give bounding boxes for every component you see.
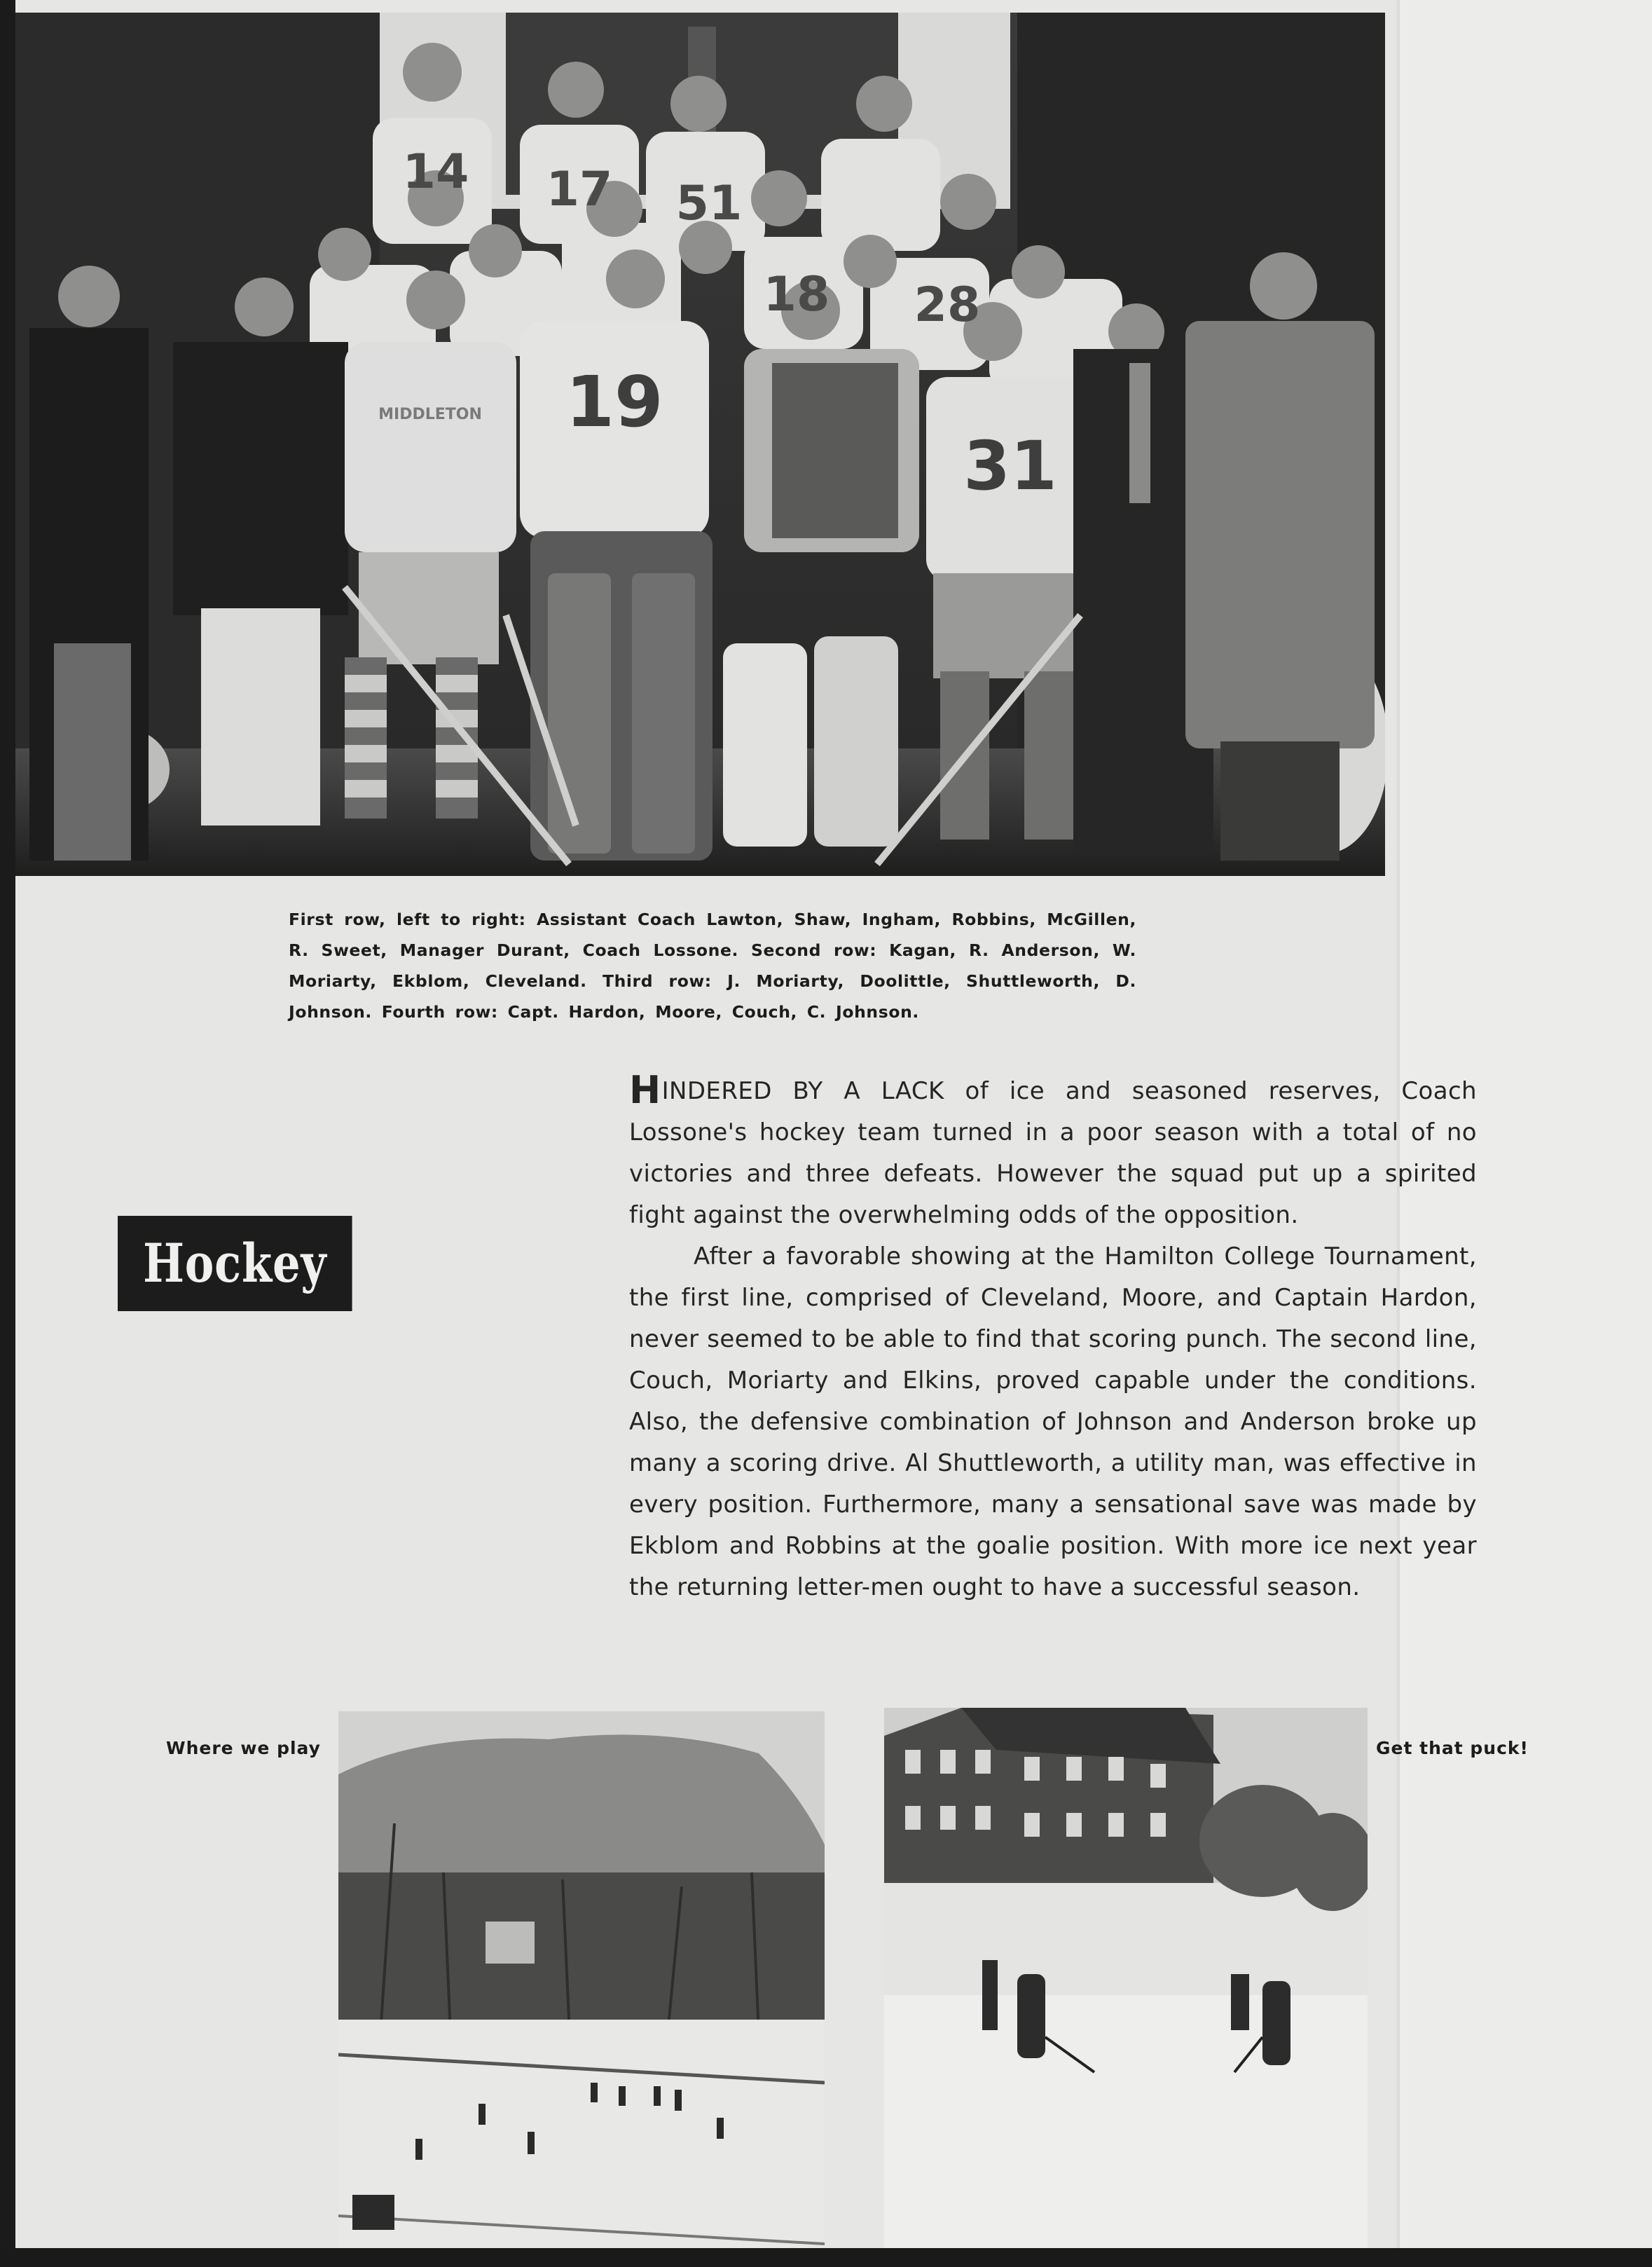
jersey-number: 51 (675, 176, 743, 231)
chest-lettering: MIDDLETON (378, 406, 482, 423)
jersey-number: 18 (763, 267, 830, 322)
rink-photo-label: Where we play (166, 1738, 321, 1758)
game-photo-label: Get that puck! (1376, 1738, 1529, 1758)
jersey-number: 17 (546, 162, 613, 217)
article-paragraph: After a favorable showing at the Hamilton College Tournament, the first line, comprised of Cleveland, Moore, and Captain Hardon, never seemed to be able to find that scoring punch. The second line, Couch, Moriarty and Elkins, proved capable under the conditions. Also, the defensive combination of Johnson and Anderson broke up many a scoring drive. Al Shuttleworth, a utility man, was effective in every position. Furthermore, many a sensational save was made by Ekblom and Robbins at the goalie position. With more ice next year the returning letter-men ought to have a successful season. (629, 1242, 1477, 1601)
jersey-number: 31 (963, 427, 1057, 505)
drop-cap: H (629, 1068, 661, 1112)
lead-caps: INDERED BY A LACK (661, 1077, 944, 1105)
jersey-number: 14 (402, 144, 469, 200)
article-paragraph (629, 1068, 1477, 1236)
rink-photo (338, 1711, 825, 2248)
paragraph-text: of ice and seasoned reserves, Coach Lossone's hockey team turned in a poor season with a total of no victories and three defeats. However the squad put up a spirited fight against the overwhelming odds of the opposition. (629, 1077, 1477, 1229)
section-title: Hockey (118, 1216, 352, 1311)
article-body (629, 1068, 1477, 1608)
scan-bottom-edge (0, 2248, 1652, 2267)
jersey-number: 28 (914, 278, 981, 333)
photo-caption: First row, left to right: Assistant Coach Lawton, Shaw, Ingham, Robbins, McGillen, R. Sweet, Manager Durant, Coach Lossone. Second row: Kagan, R. Anderson, W. Moriarty, Ekblom, Cleveland. Third row: J. Moriarty, Doolittle, Shuttleworth, D. Johnson. Fourth row: Capt. Hardon, Moore, Couch, C. Johnson. (289, 910, 1136, 1022)
game-photo (884, 1708, 1368, 2248)
jersey-number: 19 (565, 361, 663, 443)
team-photo (15, 13, 1385, 876)
